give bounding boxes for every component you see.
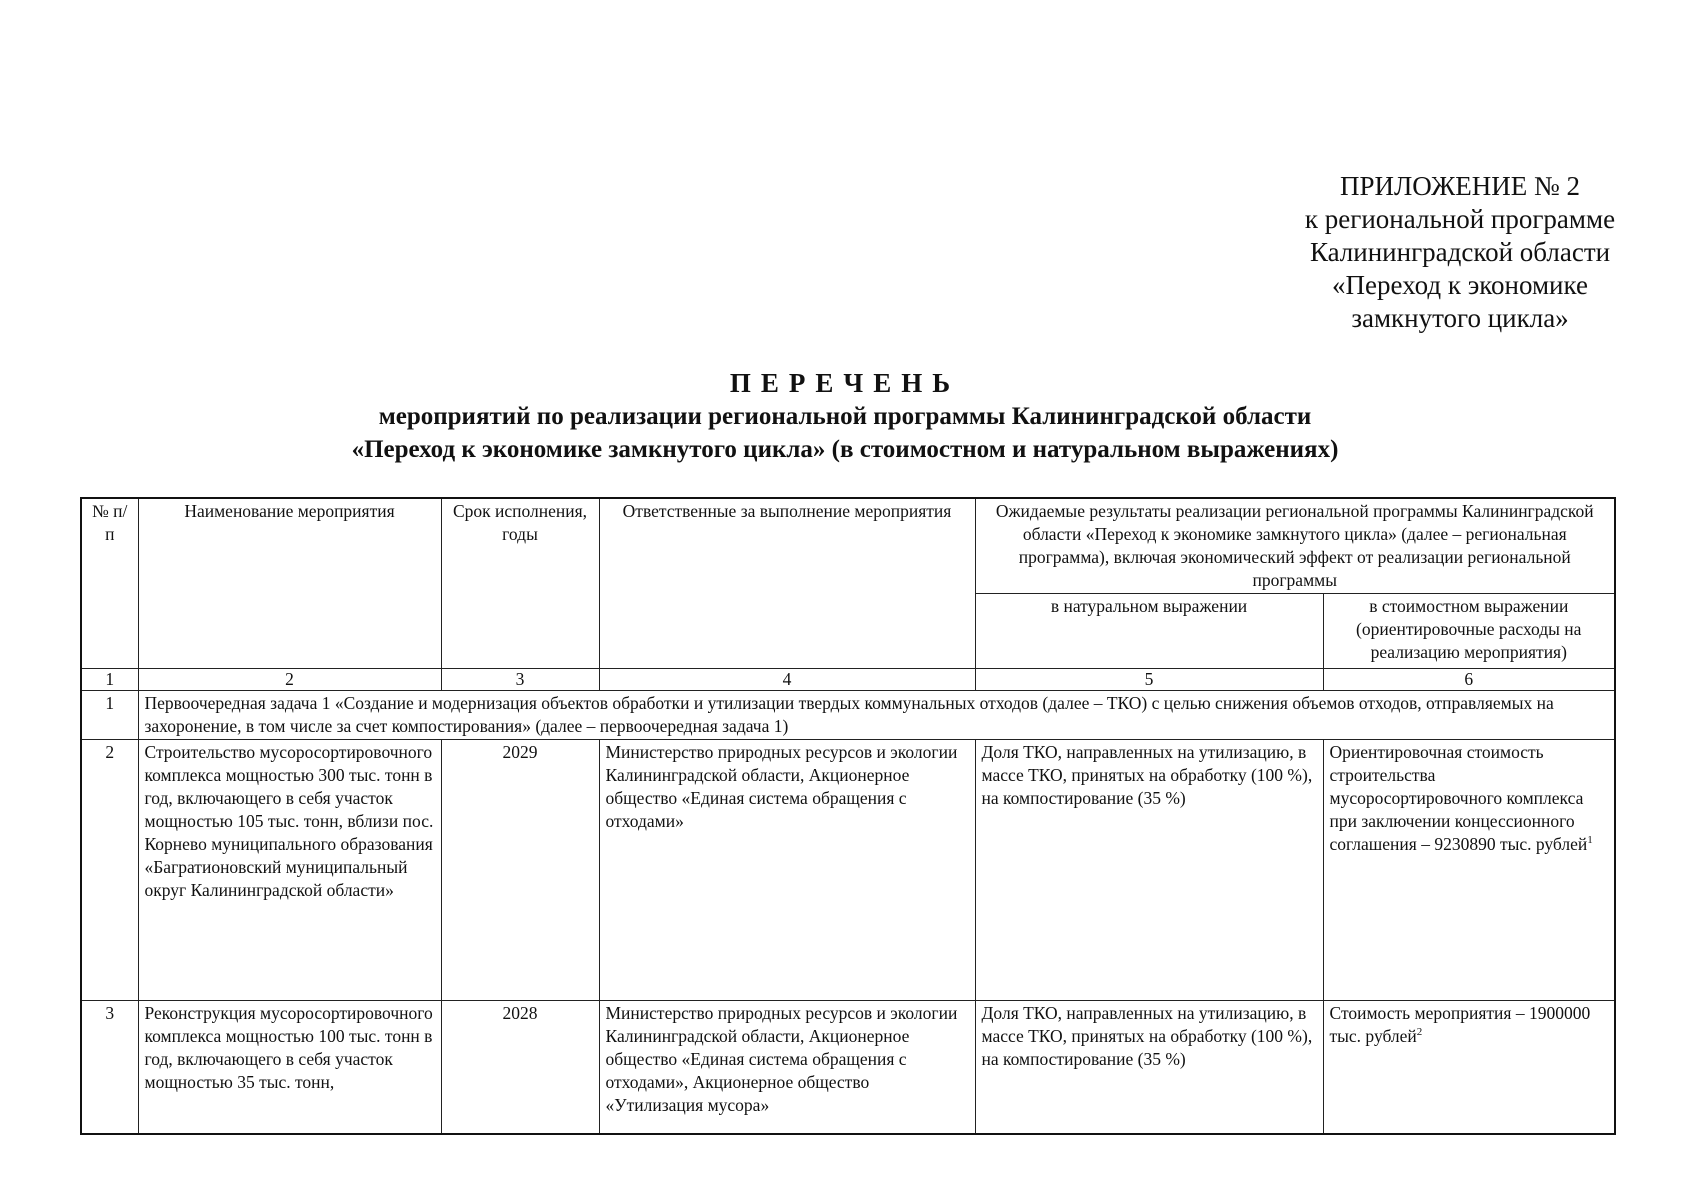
row-number: 3 <box>81 1001 138 1135</box>
measure-cost: Ориентировочная стоимость строительства мусоросортировочного комплекса при заключении концессионного соглашения – 9230890 тыс. рублей <box>1329 742 1588 854</box>
appendix-line: ПРИЛОЖЕНИЕ № 2 <box>1339 171 1581 201</box>
measure-term: 2029 <box>441 740 599 1001</box>
measure-cost-cell <box>1323 740 1615 1001</box>
measure-natural: Доля ТКО, направленных на утилизацию, в массе ТКО, принятых на обработку (100 %), на компостирование (35 %) <box>975 740 1323 1001</box>
measure-cost-cell <box>1323 1001 1615 1135</box>
task-row <box>81 691 1615 740</box>
column-number: 1 <box>81 669 138 691</box>
row-number: 2 <box>81 740 138 1001</box>
table-row <box>81 1001 1615 1135</box>
appendix-line: Калининградской области <box>1309 237 1611 267</box>
document-title <box>0 366 1690 466</box>
title-heading: ПЕРЕЧЕНЬ <box>729 368 961 398</box>
column-number: 3 <box>441 669 599 691</box>
measure-cost: Стоимость мероприятия – 1900000 тыс. рублей <box>1329 1003 1591 1046</box>
header-name: Наименование мероприятия <box>138 498 441 669</box>
measure-name: Строительство мусоросортировочного комплекса мощностью 300 тыс. тонн в год, включающего в себя участок мощностью 105 тыс. тонн, вблизи пос. Корнево муниципального образования «Багратионовский муниципальный округ Калининградской области» <box>138 740 441 1001</box>
appendix-line: замкнутого цикла» <box>1351 303 1569 333</box>
title-subtitle-2: «Переход к экономике замкнутого цикла» (в стоимостном и натуральном выражениях) <box>351 436 1339 463</box>
measures-table <box>80 497 1616 1135</box>
table-row <box>81 740 1615 1001</box>
header-num: № п/п <box>81 498 138 669</box>
measure-natural: Доля ТКО, направленных на утилизацию, в массе ТКО, принятых на обработку (100 %), на компостирование (35 %) <box>975 1001 1323 1135</box>
measure-term: 2028 <box>441 1001 599 1135</box>
measure-name: Реконструкция мусоросортировочного комплекса мощностью 100 тыс. тонн в год, включающего в себя участок мощностью 35 тыс. тонн, <box>138 1001 441 1135</box>
task-text: Первоочередная задача 1 «Создание и модернизация объектов обработки и утилизации твердых коммунальных отходов (далее – ТКО) с целью снижения объемов отходов, отправляемых на захоронение, в том числе за счет компостирования» (далее – первоочередная задача 1) <box>138 691 1615 740</box>
appendix-block <box>1260 170 1660 335</box>
header-term: Срок исполнения, годы <box>441 498 599 669</box>
appendix-line: к региональной программе <box>1304 204 1616 234</box>
row-number: 1 <box>81 691 138 740</box>
header-responsible: Ответственные за выполнение мероприятия <box>599 498 975 669</box>
header-results: Ожидаемые результаты реализации региональной программы Калининградской области «Переход к экономике замкнутого цикла» (далее – региональная программа), включая экономический эффект от реализации региональной программы <box>975 498 1615 594</box>
measure-responsible: Министерство природных ресурсов и экологии Калининградской области, Акционерное общество «Единая система обращения с отходами» <box>599 740 975 1001</box>
footnote-mark: 1 <box>1587 834 1593 847</box>
column-number: 4 <box>599 669 975 691</box>
column-number: 2 <box>138 669 441 691</box>
column-number: 6 <box>1323 669 1615 691</box>
column-number: 5 <box>975 669 1323 691</box>
appendix-line: «Переход к экономике <box>1332 270 1588 300</box>
header-cost: в стоимостном выражении (ориентировочные расходы на реализацию мероприятия) <box>1323 594 1615 669</box>
measure-responsible: Министерство природных ресурсов и экологии Калининградской области, Акционерное общество «Единая система обращения с отходами», Акционерное общество «Утилизация мусора» <box>599 1001 975 1135</box>
footnote-mark: 2 <box>1416 1026 1423 1039</box>
title-subtitle-1: мероприятий по реализации региональной программы Калининградской области <box>378 403 1312 430</box>
header-row <box>81 498 1615 594</box>
column-numbers-row <box>81 669 1615 691</box>
header-natural: в натуральном выражении <box>975 594 1323 669</box>
